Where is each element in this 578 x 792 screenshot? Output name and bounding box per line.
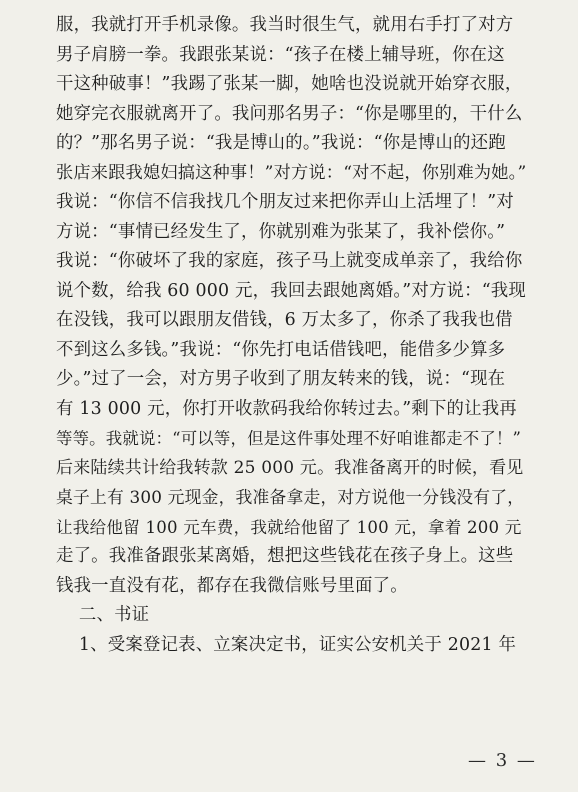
text-line: 我说：“你破坏了我的家庭，孩子马上就变成单亲了，我给你 [56,251,523,271]
text-line: 少。”过了一会，对方男子收到了朋友转来的钱，说：“现在 [56,369,506,389]
text-line: 不到这么多钱。”我说：“你先打电话借钱吧，能借多少算多 [56,339,506,360]
document-body [56,11,526,660]
text-line: 我说：“你信不信我找几个朋友过来把你弄山上活埋了！”对 [56,192,514,212]
text-line: 男子肩膀一拳。我跟张某说：“孩子在楼上辅导班，你在这 [56,44,505,65]
text-line: 张店来跟我媳妇搞这种事！”对方说：“对不起，你别难为她。” [56,162,527,183]
text-line: 在没钱，我可以跟朋友借钱，6 万太多了，你杀了我我也借 [56,310,513,330]
section-heading: 二、书证 [56,605,150,625]
text-line: 让我给他留 100 元车费，我就给他留了 100 元，拿着 200 元 [56,517,522,537]
text-line: 后来陆续共计给我转款 25 000 元。我准备离开的时候，看见 [56,457,524,478]
text-line: 方说：“事情已经发生了，你就别难为张某了，我补偿你。” [56,221,506,242]
text-line: 说个数，给我 60 000 元，我回去跟她离婚。”对方说：“我现 [56,280,526,301]
text-line: 她穿完衣服就离开了。我问那名男子：“你是哪里的，干什么 [56,103,523,124]
text-line: 走了。我准备跟张某离婚，想把这些钱花在孩子身上。这些 [56,546,514,566]
text-line: 等等。我就说：“可以等，但是这件事处理不好咱谁都走不了！” [56,429,522,448]
text-line: 1、受案登记表、立案决定书，证实公安机关于 2021 年 [56,634,517,655]
page-number: — 3 — [468,750,537,771]
text-line: 的？”那名男子说：“我是博山的。”我说：“你是博山的还跑 [56,133,506,153]
text-line: 有 13 000 元，你打开收款码我给你转过去。”剩下的让我再 [56,398,517,419]
text-line: 干这种破事！”我踢了张某一脚，她啥也没说就开始穿衣服， [56,74,523,94]
text-line: 服，我就打开手机录像。我当时很生气，就用右手打了对方 [56,15,514,35]
text-line: 钱我一直没有花，都存在我微信账号里面了。 [56,575,408,596]
text-line: 桌子上有 300 元现金，我准备拿走，对方说他一分钱没有了， [56,487,525,507]
